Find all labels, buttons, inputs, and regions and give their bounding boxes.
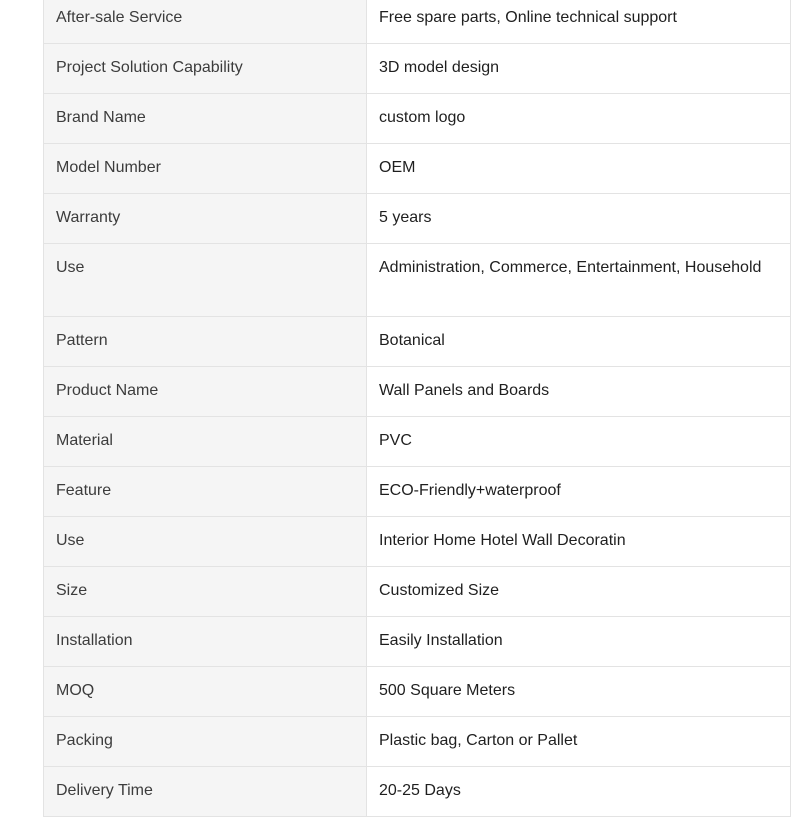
spec-value: PVC [367, 417, 791, 467]
table-row [44, 517, 791, 567]
spec-value: custom logo [367, 94, 791, 144]
table-row [44, 44, 791, 94]
spec-value: Plastic bag, Carton or Pallet [367, 717, 791, 767]
table-row [44, 317, 791, 367]
spec-key: Feature [44, 467, 367, 517]
table-row [44, 144, 791, 194]
spec-value: OEM [367, 144, 791, 194]
spec-key: Pattern [44, 317, 367, 367]
spec-key: Material [44, 417, 367, 467]
table-row [44, 367, 791, 417]
spec-value: Botanical [367, 317, 791, 367]
spec-key: Warranty [44, 194, 367, 244]
spec-key: Use [44, 517, 367, 567]
spec-value: Customized Size [367, 567, 791, 617]
spec-key: Product Name [44, 367, 367, 417]
table-row [44, 567, 791, 617]
spec-value: ECO-Friendly+waterproof [367, 467, 791, 517]
spec-key: Packing [44, 717, 367, 767]
spec-value: 500 Square Meters [367, 667, 791, 717]
spec-key: Installation [44, 617, 367, 667]
spec-key: Use [44, 244, 367, 317]
table-row [44, 0, 791, 44]
spec-value: Interior Home Hotel Wall Decoratin [367, 517, 791, 567]
spec-value: Easily Installation [367, 617, 791, 667]
table-row [44, 417, 791, 467]
table-row [44, 94, 791, 144]
product-spec-table [43, 0, 791, 817]
spec-key: Size [44, 567, 367, 617]
table-row [44, 617, 791, 667]
table-row [44, 467, 791, 517]
spec-key: Brand Name [44, 94, 367, 144]
table-row [44, 667, 791, 717]
spec-key: Delivery Time [44, 767, 367, 817]
spec-value: Free spare parts, Online technical support [367, 0, 791, 44]
spec-value: Wall Panels and Boards [367, 367, 791, 417]
spec-value: Administration, Commerce, Entertainment, Household [367, 244, 791, 317]
spec-key: Model Number [44, 144, 367, 194]
spec-value: 5 years [367, 194, 791, 244]
table-row [44, 717, 791, 767]
table-row [44, 194, 791, 244]
spec-key: Project Solution Capability [44, 44, 367, 94]
spec-value: 20-25 Days [367, 767, 791, 817]
spec-value: 3D model design [367, 44, 791, 94]
table-row [44, 244, 791, 317]
spec-key: After-sale Service [44, 0, 367, 44]
table-row [44, 767, 791, 817]
spec-key: MOQ [44, 667, 367, 717]
